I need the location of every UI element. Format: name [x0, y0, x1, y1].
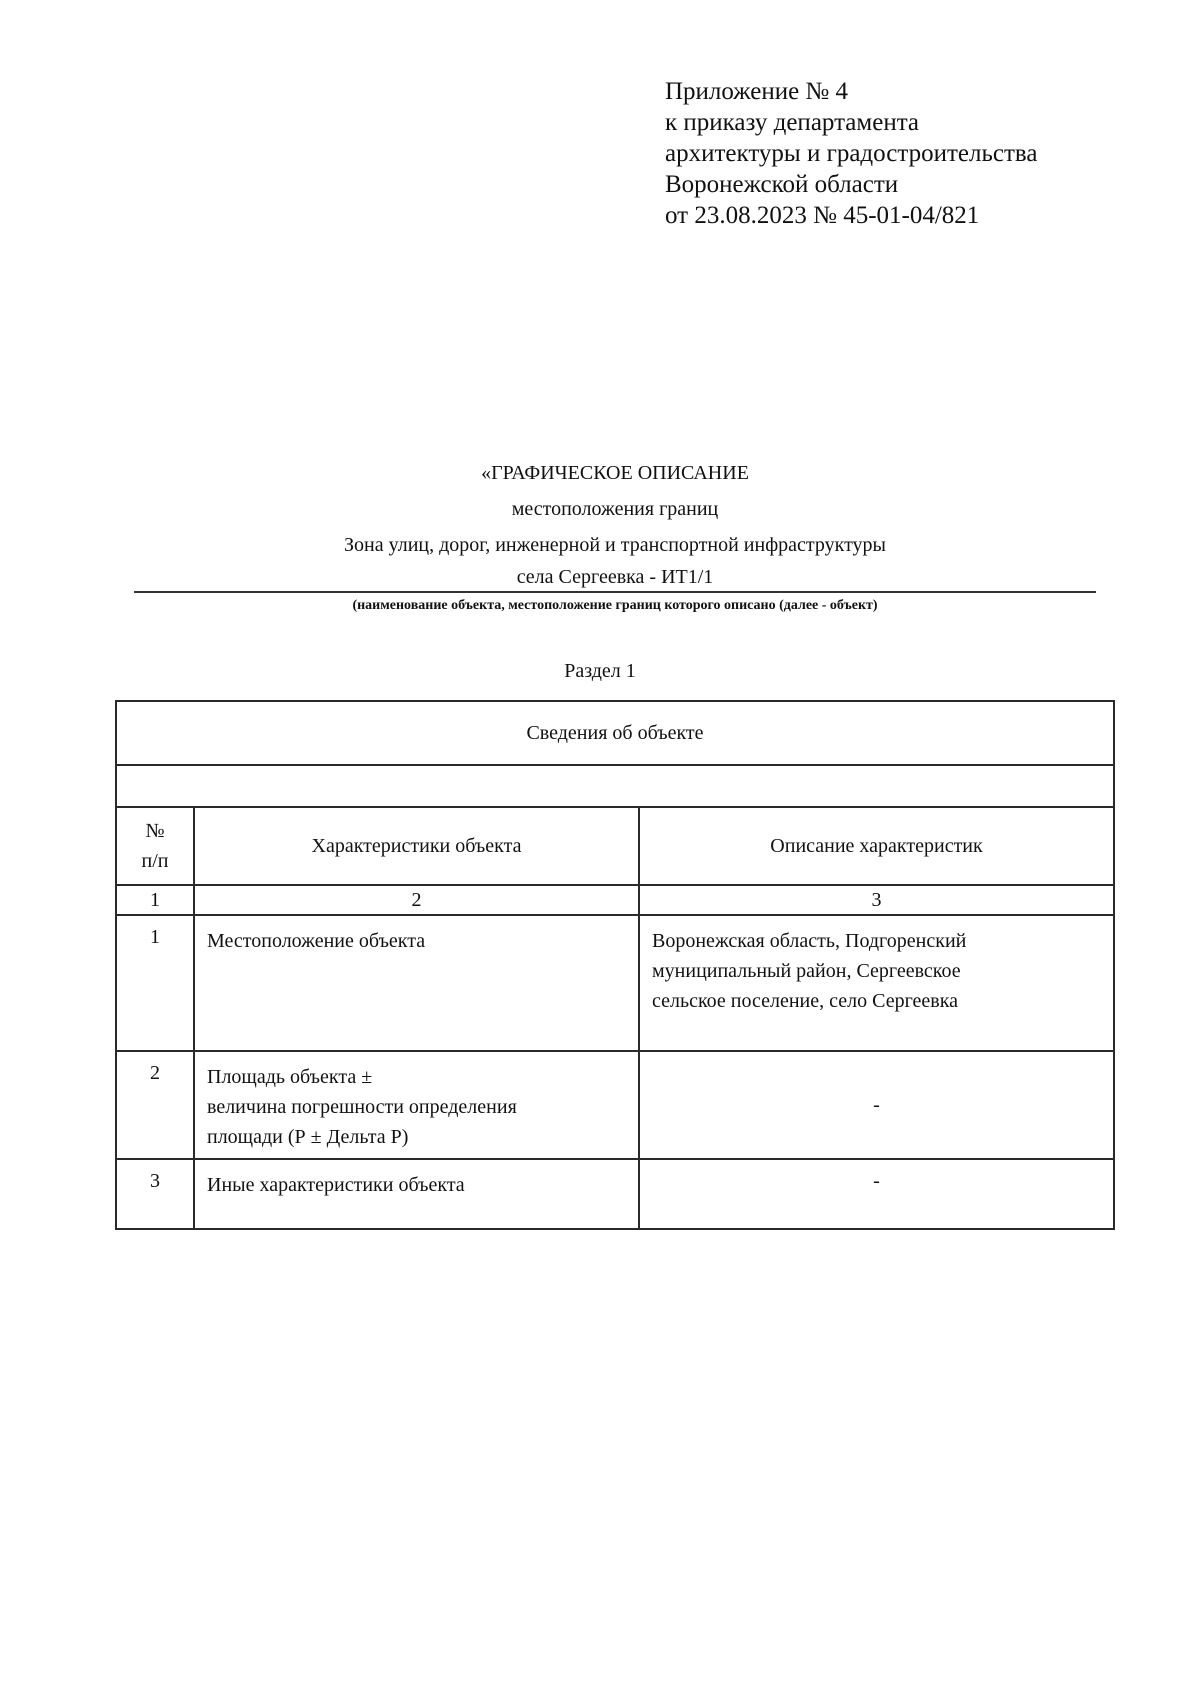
section-label: Раздел 1 — [564, 660, 636, 682]
object-name-line: Зона улиц, дорог, инженерной и транспортной инфраструктуры — [344, 534, 886, 556]
appendix-line: Приложение № 4 — [665, 78, 849, 105]
row-description — [639, 915, 1114, 1051]
row-characteristic — [194, 1051, 639, 1159]
appendix-line: к приказу департамента — [665, 109, 920, 136]
column-header-characteristics: Характеристики объекта — [194, 807, 639, 885]
table-column-header-row — [116, 807, 1114, 885]
document-subtitle: местоположения границ — [511, 498, 719, 520]
object-info-table — [115, 700, 1115, 1230]
row-description-line: муниципальный район, Сергеевское — [652, 960, 961, 982]
document-title: «ГРАФИЧЕСКОЕ ОПИСАНИЕ — [481, 462, 749, 484]
table-empty-cell — [116, 765, 1114, 807]
row-number: 3 — [116, 1159, 194, 1229]
row-number: 2 — [116, 1051, 194, 1159]
row-characteristic-line: площади (Р ± Дельта Р) — [207, 1126, 409, 1148]
column-index: 2 — [194, 885, 639, 915]
column-index: 1 — [116, 885, 194, 915]
row-characteristic: Местоположение объекта — [194, 915, 639, 1051]
row-description: - — [639, 1159, 1114, 1229]
document-title-block — [134, 455, 1096, 619]
object-name-line: села Сергеевка - ИТ1/1 — [516, 566, 714, 588]
row-number: 1 — [116, 915, 194, 1051]
appendix-line: от 23.08.2023 № 45-01-04/821 — [665, 202, 980, 229]
table-header-row — [116, 701, 1114, 765]
column-header-number — [116, 807, 194, 885]
row-characteristic: Иные характеристики объекта — [194, 1159, 639, 1229]
table-header: Сведения об объекте — [116, 701, 1114, 765]
column-header-number-line: п/п — [141, 850, 169, 872]
appendix-block — [665, 76, 1037, 231]
row-characteristic-line: величина погрешности определения — [207, 1096, 517, 1118]
row-description: - — [639, 1051, 1114, 1159]
table-index-row — [116, 885, 1114, 915]
table-row — [116, 1051, 1114, 1159]
row-description-line: Воронежская область, Подгоренский — [652, 930, 967, 952]
column-header-number-line: № — [145, 820, 165, 842]
table-empty-row — [116, 765, 1114, 807]
column-index: 3 — [639, 885, 1114, 915]
appendix-line: архитектуры и градостроительства — [665, 140, 1038, 167]
row-characteristic-line: Площадь объекта ± — [207, 1066, 373, 1088]
column-header-description: Описание характеристик — [639, 807, 1114, 885]
row-description-line: сельское поселение, село Сергеевка — [652, 990, 959, 1012]
appendix-line: Воронежской области — [665, 171, 899, 198]
table-row — [116, 1159, 1114, 1229]
object-name-caption: (наименование объекта, местоположение границ которого описано (далее - объект) — [352, 598, 878, 613]
table-row — [116, 915, 1114, 1051]
